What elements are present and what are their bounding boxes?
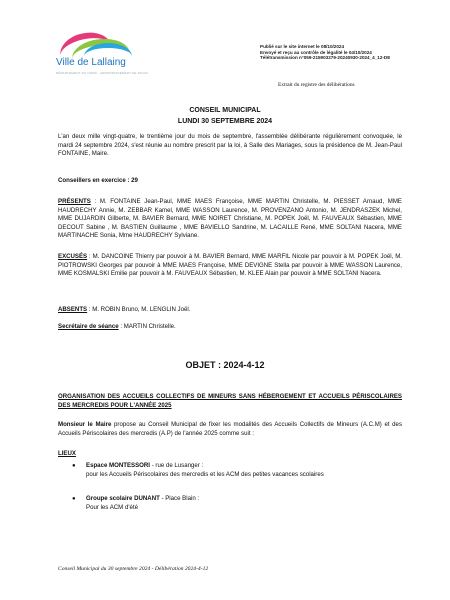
register-extract-label: Extrait du registre des délibérations bbox=[278, 82, 355, 88]
proposal-subject: Monsieur le Maire bbox=[58, 421, 112, 428]
secretaire-paragraph bbox=[58, 323, 402, 332]
presents-text: : M. FONTAINE Jean-Paul, MME MAES Françoise, MME MARTIN Christelle, M. PIESSET Arnaud, MME HAUDRECHY Annie, M. ZEBBAR Kamel, MME WASSON Laurence, M. PROVENZANO Antonio, M. JENDRASZEK Michel, MME DUJARDIN Gilberte, M. BAVIER Bernard, MME NOIRET Christiane, M. POPEK Joël, M. FAUVEAUX Sébastien, MME DECOUT Sabine , M. BASTIEN Guillaume , MME BAVIELLO Sandrine, M. LACAILLE René, MME SOLTANI Nacera, MME MARTINACHE Sonia, Mme HAUDRECHY Sylviane. bbox=[58, 198, 402, 240]
excuses-text: : M. DANCOINE Thierry par pouvoir à M. BAVIER Bernard, MME MARFIL Nicole par pouvoir à M. POPEK Joël, M. PIOTROWSKI Georges par pouvoir à MME MAES Françoise, MME DEVIGNE Stella par pouvoir à MME WASSON Laurence, MME KOSMALSKI Emilie par pouvoir à M. FAUVEAUX Sébastien, M. KLEE Alain par pouvoir à MME SOLTANI Nacera. bbox=[58, 253, 402, 278]
lieux-item-name: Groupe scolaire DUNANT bbox=[86, 495, 160, 502]
stamp-line-published: Publié sur le site internet le 08/10/2024 bbox=[260, 44, 345, 49]
bullet-icon: ● bbox=[72, 463, 76, 469]
absents-paragraph bbox=[58, 306, 402, 315]
presents-paragraph bbox=[58, 198, 402, 241]
stamp-line-transmission: Télétransmission n°059-215903279-20240930-2024_4_12-DE bbox=[260, 55, 391, 61]
logo-tagline: DÉPARTEMENT DU NORD · ARRONDISSEMENT DE DOUAI bbox=[56, 71, 149, 75]
page-footer: Conseil Municipal du 30 septembre 2024 - Délibération 2024-4-12 bbox=[58, 566, 209, 572]
excuses-paragraph bbox=[58, 253, 402, 279]
excuses-label: EXCUSÉS bbox=[58, 253, 88, 260]
lieux-heading: LIEUX bbox=[58, 450, 76, 457]
intro-paragraph: L'an deux mille vingt-quatre, le trentième jour du mois de septembre, l'assemblée délibérante régulièrement convoquée, le mardi 24 septembre 2024, s'est réunie au nombre prescrit par la loi, à Salle des Mariages, sous la présidence de M. Jean-Paul FONTAINE, Maire. bbox=[58, 133, 402, 158]
lieux-item-address: - Place Blain : bbox=[159, 495, 200, 502]
conseillers-line bbox=[58, 177, 402, 186]
proposal-text: propose au Conseil Municipal de fixer les modalités des Accueils Collectifs de Mineurs (A.C.M) et des Accueils Périscolaires des mercredis (A.P) de l'année 2025 comme suit : bbox=[58, 421, 402, 437]
subject-heading: ORGANISATION DES ACCUEILS COLLECTIFS DE MINEURS SANS HÉBERGEMENT ET ACCUEILS PÉRISCOLAIRES DES MERCREDIS POUR L'ANNÉE 2025 bbox=[58, 393, 402, 409]
lieux-item-montessori bbox=[86, 462, 324, 479]
city-logo bbox=[56, 31, 149, 83]
lieux-item-description: pour les Accueils Périscolaires des mercredis et les ACM des petites vacances scolaires bbox=[86, 470, 324, 478]
conseillers-label: Conseillers en exercice bbox=[58, 177, 126, 184]
lieux-item-dunant bbox=[86, 495, 199, 512]
secretaire-text: : MARTIN Christelle. bbox=[118, 323, 176, 330]
conseillers-value: : 29 bbox=[125, 177, 138, 184]
absents-label: ABSENTS bbox=[58, 306, 88, 313]
objet-heading: OBJET : 2024-4-12 bbox=[185, 360, 265, 370]
bullet-icon: ● bbox=[72, 496, 76, 502]
lieux-item-name: Espace MONTESSORI bbox=[86, 462, 151, 469]
lieux-item-description: Pour les ACM d'été bbox=[86, 503, 138, 511]
stamp-line-received: Envoyé et reçu au contrôle de légalité le 04/10/2024 bbox=[260, 49, 372, 55]
absents-text: : M. ROBIN Bruno, M. LENGLIN Joël. bbox=[87, 306, 191, 313]
secretaire-label: Secrétaire de séance bbox=[58, 323, 119, 330]
transmission-stamp bbox=[260, 44, 390, 61]
council-title: CONSEIL MUNICIPAL bbox=[189, 107, 261, 114]
lieux-item-address: - rue de Lusanger : bbox=[150, 462, 204, 469]
presents-label: PRÉSENTS bbox=[58, 198, 91, 205]
session-date: LUNDI 30 SEPTEMBRE 2024 bbox=[177, 118, 273, 125]
logo-city-name: Ville de Lallaing bbox=[56, 57, 126, 68]
proposal-paragraph bbox=[58, 421, 402, 438]
